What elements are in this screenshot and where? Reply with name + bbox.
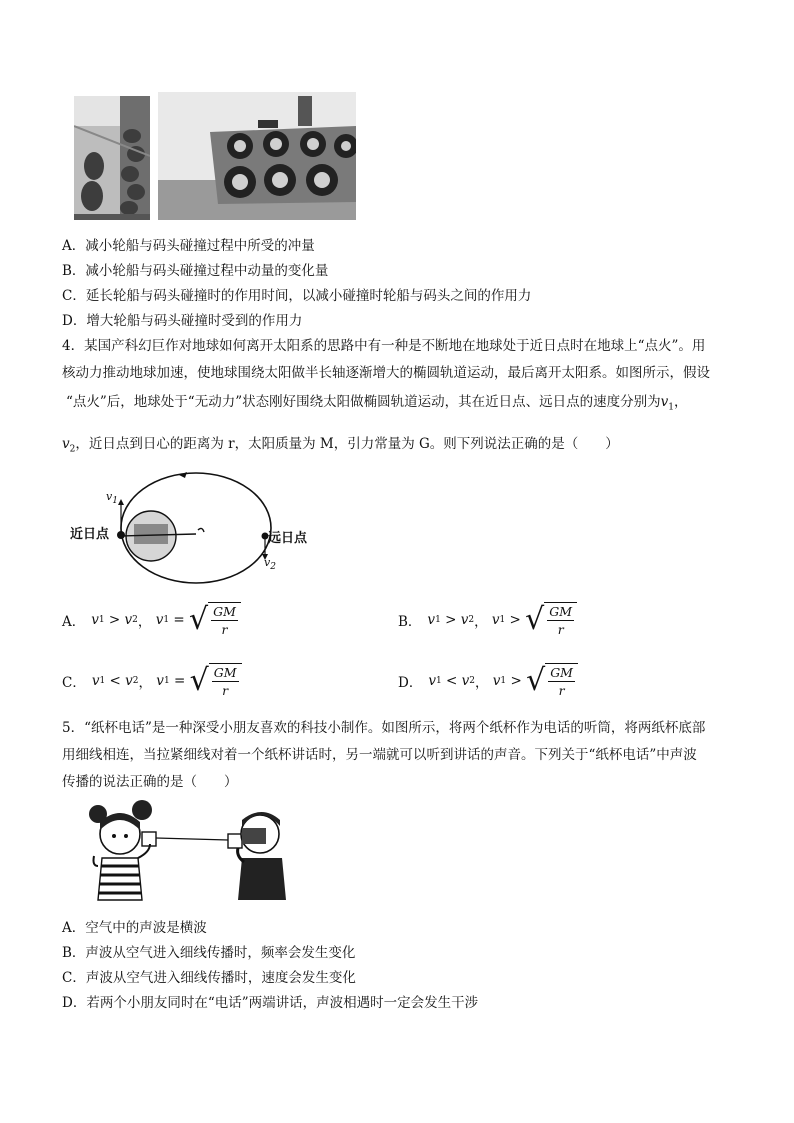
q5-option-d: D．若两个小朋友同时在“电话”两端讲话，声波相遇时一定会发生干涉 [62, 995, 479, 1011]
q4-stem-line3: “点火”后，地球处于“无动力”状态刚好围绕太阳做椭圆轨道运动，其在近日点、远日点的速度分别为$v_1$， [66, 394, 688, 413]
perihelion-label: 近日点 [70, 527, 110, 542]
q3-option-a: A．减小轮船与码头碰撞过程中所受的冲量 [62, 238, 315, 254]
aphelion-label: 远日点 [268, 531, 308, 546]
q4-option-b: B． v 1 > v 2 ， v 1 > √ GM r [398, 602, 577, 638]
q5-stem-line3: 传播的说法正确的是（ ） [62, 774, 238, 790]
v1-label: $v_1$ [106, 490, 118, 507]
q3-option-c: C．延长轮船与码头碰撞时的作用时间，以减小碰撞时轮船与码头之间的作用力 [62, 288, 532, 304]
q4-stem-line4: $v_2$，近日点到日心的距离为 r，太阳质量为 M，引力常量为 G。则下列说法正确的是（ ） [62, 436, 619, 455]
dock-photo-right [158, 92, 356, 220]
q4-stem-line2: 核动力推动地球加速，使地球围绕太阳做半长轴逐渐增大的椭圆轨道运动，最后离开太阳系。如图所示，假设 [62, 365, 710, 381]
q5-stem-line1: 5．“纸杯电话”是一种深受小朋友喜欢的科技小制作。如图所示，将两个纸杯作为电话的听筒，将两纸杯底部 [62, 720, 706, 736]
paper-cup-phone-illustration [84, 796, 294, 904]
q4-stem-line1: 4．某国产科幻巨作对地球如何离开太阳系的思路中有一种是不断地在地球处于近日点时在地球上“点火”。用 [62, 338, 706, 354]
q5-option-a: A．空气中的声波是横波 [62, 920, 207, 936]
q5-option-c: C．声波从空气进入细线传播时，速度会发生变化 [62, 970, 356, 986]
q4-option-c: C． v 1 < v 2 ， v 1 = √ GM r [62, 663, 242, 699]
q4-option-a: A． v 1 > v 2 ， v 1 = √ GM r [62, 602, 241, 638]
q3-option-d: D．增大轮船与码头碰撞时受到的作用力 [62, 313, 303, 329]
q3-option-b: B．减小轮船与码头碰撞过程中动量的变化量 [62, 263, 329, 279]
q4-option-d: D． v 1 < v 2 ， v 1 > √ GM r [398, 663, 578, 699]
q5-option-b: B．声波从空气进入细线传播时，频率会发生变化 [62, 945, 356, 961]
v2-label: $v_2$ [264, 556, 276, 573]
q5-stem-line2: 用细线相连，当拉紧细线对着一个纸杯讲话时，另一端就可以听到讲话的声音。下列关于“纸杯电话”中声波 [62, 747, 697, 763]
dock-photo-left [74, 96, 150, 220]
